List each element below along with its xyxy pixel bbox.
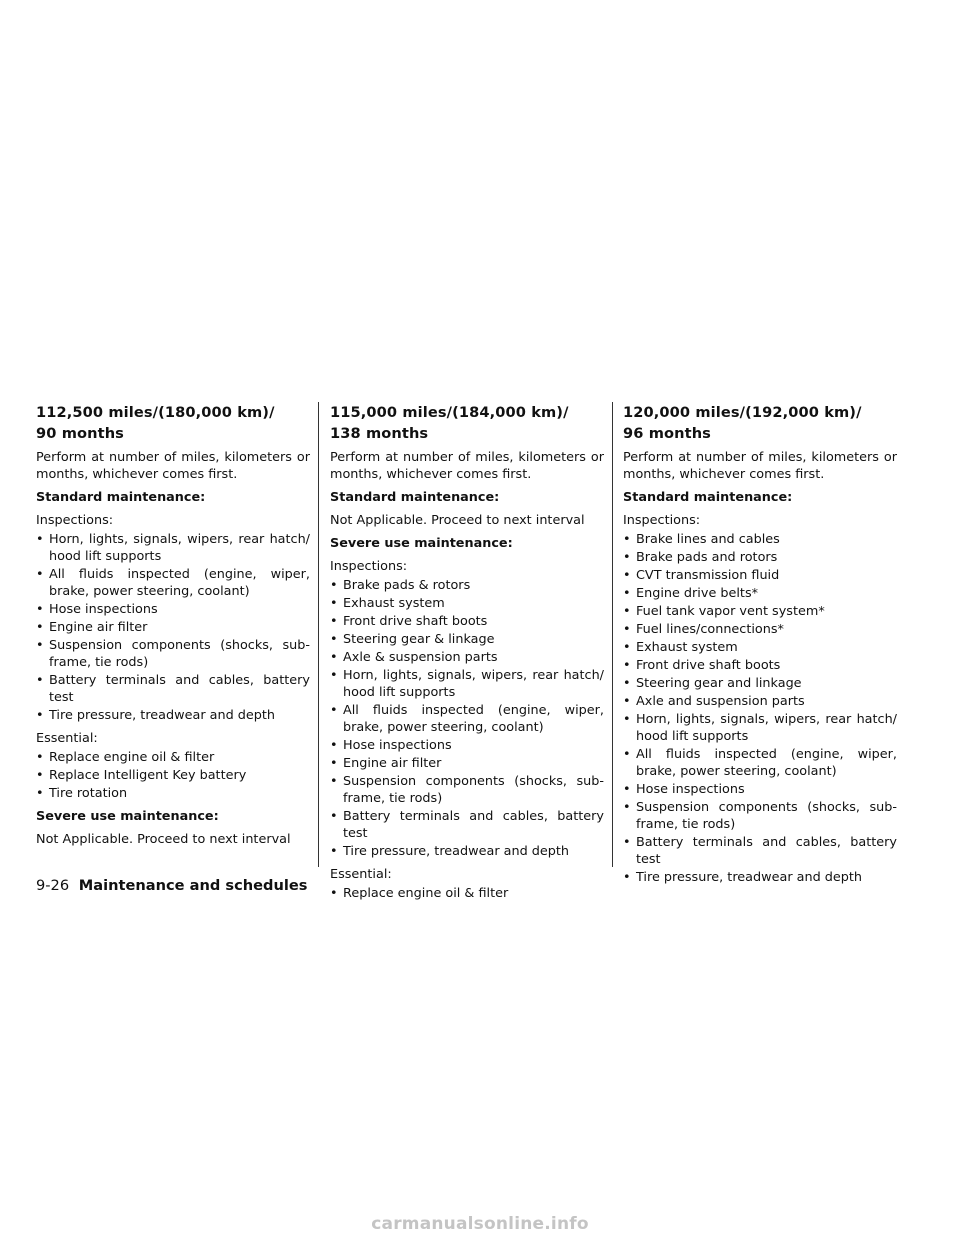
subsection-label: Inspections: bbox=[330, 559, 408, 574]
list-item bbox=[623, 621, 897, 638]
watermark-link[interactable]: carmanualsonline.info bbox=[371, 1214, 589, 1234]
bullet-icon: • bbox=[623, 550, 631, 565]
interval-heading bbox=[623, 402, 897, 444]
bullet-icon: • bbox=[623, 694, 631, 709]
bullet-icon: • bbox=[623, 532, 631, 547]
bullet-icon: • bbox=[623, 604, 631, 619]
bullet-icon: • bbox=[36, 602, 44, 617]
list-item-text: Axle & suspension parts bbox=[343, 650, 498, 665]
list-item-text: Hose inspections bbox=[49, 602, 158, 617]
list-item-text: Suspension components (shocks, sub-frame, tie rods) bbox=[636, 800, 897, 832]
bullet-icon: • bbox=[623, 712, 631, 727]
bullet-icon: • bbox=[623, 747, 631, 762]
list-item-text: Steering gear & linkage bbox=[343, 632, 495, 647]
list-item bbox=[623, 603, 897, 620]
maintenance-type-label: Standard maintenance: bbox=[623, 490, 793, 505]
interval-heading-line: 112,500 miles/(180,000 km)/ bbox=[36, 404, 275, 421]
list-item bbox=[36, 767, 310, 784]
list-item-text: CVT transmission fluid bbox=[636, 568, 780, 583]
list-item bbox=[36, 637, 310, 671]
bullet-icon: • bbox=[36, 673, 44, 688]
bullet-icon: • bbox=[36, 620, 44, 635]
list-item bbox=[330, 755, 604, 772]
note-text: Not Applicable. Proceed to next interval bbox=[36, 832, 291, 847]
list-item-text: Hose inspections bbox=[343, 738, 452, 753]
bullet-icon: • bbox=[623, 586, 631, 601]
list-item bbox=[330, 667, 604, 701]
list-item-text: Tire pressure, treadwear and depth bbox=[636, 870, 863, 885]
maintenance-list bbox=[623, 531, 897, 886]
list-item-text: Horn, lights, signals, wipers, rear hatch/ hood lift supports bbox=[49, 532, 310, 564]
maintenance-list bbox=[36, 531, 310, 724]
list-item-text: Replace engine oil & filter bbox=[343, 886, 509, 901]
list-item bbox=[330, 843, 604, 860]
list-item-text: Suspension components (shocks, sub-frame, tie rods) bbox=[343, 774, 604, 806]
list-item-text: Replace engine oil & filter bbox=[49, 750, 215, 765]
maintenance-type-label: Standard maintenance: bbox=[36, 490, 206, 505]
list-item-text: Exhaust system bbox=[343, 596, 445, 611]
list-item-text: Engine air filter bbox=[49, 620, 148, 635]
list-item-text: Exhaust system bbox=[636, 640, 738, 655]
bullet-icon: • bbox=[623, 870, 631, 885]
bullet-icon: • bbox=[36, 786, 44, 801]
list-item bbox=[623, 639, 897, 656]
list-item-text: Replace Intelligent Key battery bbox=[49, 768, 247, 783]
note-text: Not Applicable. Proceed to next interval bbox=[330, 513, 585, 528]
list-item bbox=[623, 834, 897, 868]
bullet-icon: • bbox=[623, 658, 631, 673]
list-item-text: Engine drive belts* bbox=[636, 586, 759, 601]
list-item-text: Brake pads and rotors bbox=[636, 550, 778, 565]
bullet-icon: • bbox=[36, 532, 44, 547]
list-item-text: Tire pressure, treadwear and depth bbox=[49, 708, 276, 723]
list-item-text: All fluids inspected (engine, wiper, brake, power steering, coolant) bbox=[49, 567, 310, 599]
list-item-text: Suspension components (shocks, sub-frame, tie rods) bbox=[49, 638, 310, 670]
bullet-icon: • bbox=[623, 835, 631, 850]
list-item bbox=[330, 773, 604, 807]
column-divider bbox=[612, 402, 613, 867]
subsection-label: Inspections: bbox=[623, 513, 701, 528]
subsection-label: Inspections: bbox=[36, 513, 114, 528]
list-item-text: All fluids inspected (engine, wiper, brake, power steering, coolant) bbox=[636, 747, 897, 779]
bullet-icon: • bbox=[36, 750, 44, 765]
bullet-icon: • bbox=[623, 782, 631, 797]
list-item bbox=[623, 567, 897, 584]
column-divider bbox=[318, 402, 319, 867]
list-item bbox=[623, 781, 897, 798]
list-item bbox=[623, 657, 897, 674]
list-item-text: Axle and suspension parts bbox=[636, 694, 805, 709]
list-item-text: Battery terminals and cables, battery test bbox=[49, 673, 310, 705]
column-120000-miles bbox=[623, 402, 897, 892]
bullet-icon: • bbox=[330, 578, 338, 593]
column-112500-miles bbox=[36, 402, 310, 854]
list-item-text: All fluids inspected (engine, wiper, brake, power steering, coolant) bbox=[343, 703, 604, 735]
list-item bbox=[36, 601, 310, 618]
list-item bbox=[36, 672, 310, 706]
list-item bbox=[330, 613, 604, 630]
bullet-icon: • bbox=[330, 703, 338, 718]
list-item bbox=[623, 531, 897, 548]
list-item bbox=[623, 869, 897, 886]
list-item-text: Battery terminals and cables, battery test bbox=[343, 809, 604, 841]
list-item bbox=[623, 585, 897, 602]
list-item bbox=[623, 549, 897, 566]
list-item-text: Hose inspections bbox=[636, 782, 745, 797]
list-item bbox=[330, 577, 604, 594]
interval-heading-line: 115,000 miles/(184,000 km)/ bbox=[330, 404, 569, 421]
bullet-icon: • bbox=[36, 768, 44, 783]
list-item bbox=[623, 675, 897, 692]
bullet-icon: • bbox=[330, 886, 338, 901]
bullet-icon: • bbox=[623, 568, 631, 583]
bullet-icon: • bbox=[623, 676, 631, 691]
list-item-text: Brake pads & rotors bbox=[343, 578, 471, 593]
interval-heading-line: 138 months bbox=[330, 425, 429, 442]
bullet-icon: • bbox=[330, 650, 338, 665]
list-item bbox=[36, 785, 310, 802]
list-item bbox=[36, 707, 310, 724]
list-item-text: Battery terminals and cables, battery test bbox=[636, 835, 897, 867]
list-item-text: Front drive shaft boots bbox=[636, 658, 781, 673]
bullet-icon: • bbox=[330, 844, 338, 859]
bullet-icon: • bbox=[36, 567, 44, 582]
maintenance-list bbox=[330, 577, 604, 860]
list-item bbox=[623, 746, 897, 780]
page-footer bbox=[36, 877, 307, 895]
list-item-text: Front drive shaft boots bbox=[343, 614, 488, 629]
list-item-text: Horn, lights, signals, wipers, rear hatch/ hood lift supports bbox=[636, 712, 897, 744]
maintenance-list bbox=[36, 749, 310, 802]
page-number: 9-26 bbox=[36, 877, 70, 894]
list-item-text: Horn, lights, signals, wipers, rear hatch/ hood lift supports bbox=[343, 668, 604, 700]
subsection-label: Essential: bbox=[330, 867, 392, 882]
list-item bbox=[330, 595, 604, 612]
interval-intro: Perform at number of miles, kilometers or months, whichever comes first. bbox=[36, 450, 310, 482]
interval-heading bbox=[330, 402, 604, 444]
list-item bbox=[330, 737, 604, 754]
interval-heading bbox=[36, 402, 310, 444]
interval-intro: Perform at number of miles, kilometers or months, whichever comes first. bbox=[330, 450, 604, 482]
section-title: Maintenance and schedules bbox=[78, 877, 308, 894]
list-item bbox=[330, 808, 604, 842]
bullet-icon: • bbox=[36, 708, 44, 723]
interval-heading-line: 120,000 miles/(192,000 km)/ bbox=[623, 404, 862, 421]
list-item bbox=[623, 799, 897, 833]
list-item-text: Brake lines and cables bbox=[636, 532, 780, 547]
list-item bbox=[36, 531, 310, 565]
maintenance-list bbox=[330, 885, 604, 902]
interval-heading-line: 90 months bbox=[36, 425, 124, 442]
list-item bbox=[36, 619, 310, 636]
list-item bbox=[330, 702, 604, 736]
maintenance-type-label: Standard maintenance: bbox=[330, 490, 500, 505]
bullet-icon: • bbox=[330, 668, 338, 683]
maintenance-type-label: Severe use maintenance: bbox=[330, 536, 513, 551]
list-item-text: Fuel lines/connections* bbox=[636, 622, 784, 637]
list-item bbox=[330, 649, 604, 666]
list-item bbox=[623, 711, 897, 745]
bullet-icon: • bbox=[330, 756, 338, 771]
list-item bbox=[36, 749, 310, 766]
list-item bbox=[36, 566, 310, 600]
maintenance-type-label: Severe use maintenance: bbox=[36, 809, 219, 824]
interval-intro: Perform at number of miles, kilometers or months, whichever comes first. bbox=[623, 450, 897, 482]
list-item-text: Fuel tank vapor vent system* bbox=[636, 604, 825, 619]
list-item-text: Steering gear and linkage bbox=[636, 676, 802, 691]
subsection-label: Essential: bbox=[36, 731, 98, 746]
bullet-icon: • bbox=[330, 774, 338, 789]
bullet-icon: • bbox=[623, 640, 631, 655]
bullet-icon: • bbox=[623, 800, 631, 815]
bullet-icon: • bbox=[330, 738, 338, 753]
list-item bbox=[330, 631, 604, 648]
list-item bbox=[623, 693, 897, 710]
bullet-icon: • bbox=[330, 632, 338, 647]
interval-heading-line: 96 months bbox=[623, 425, 711, 442]
column-115000-miles bbox=[330, 402, 604, 908]
list-item-text: Tire rotation bbox=[49, 786, 128, 801]
bullet-icon: • bbox=[330, 809, 338, 824]
bullet-icon: • bbox=[36, 638, 44, 653]
list-item-text: Tire pressure, treadwear and depth bbox=[343, 844, 570, 859]
bullet-icon: • bbox=[623, 622, 631, 637]
bullet-icon: • bbox=[330, 596, 338, 611]
list-item bbox=[330, 885, 604, 902]
bullet-icon: • bbox=[330, 614, 338, 629]
list-item-text: Engine air filter bbox=[343, 756, 442, 771]
